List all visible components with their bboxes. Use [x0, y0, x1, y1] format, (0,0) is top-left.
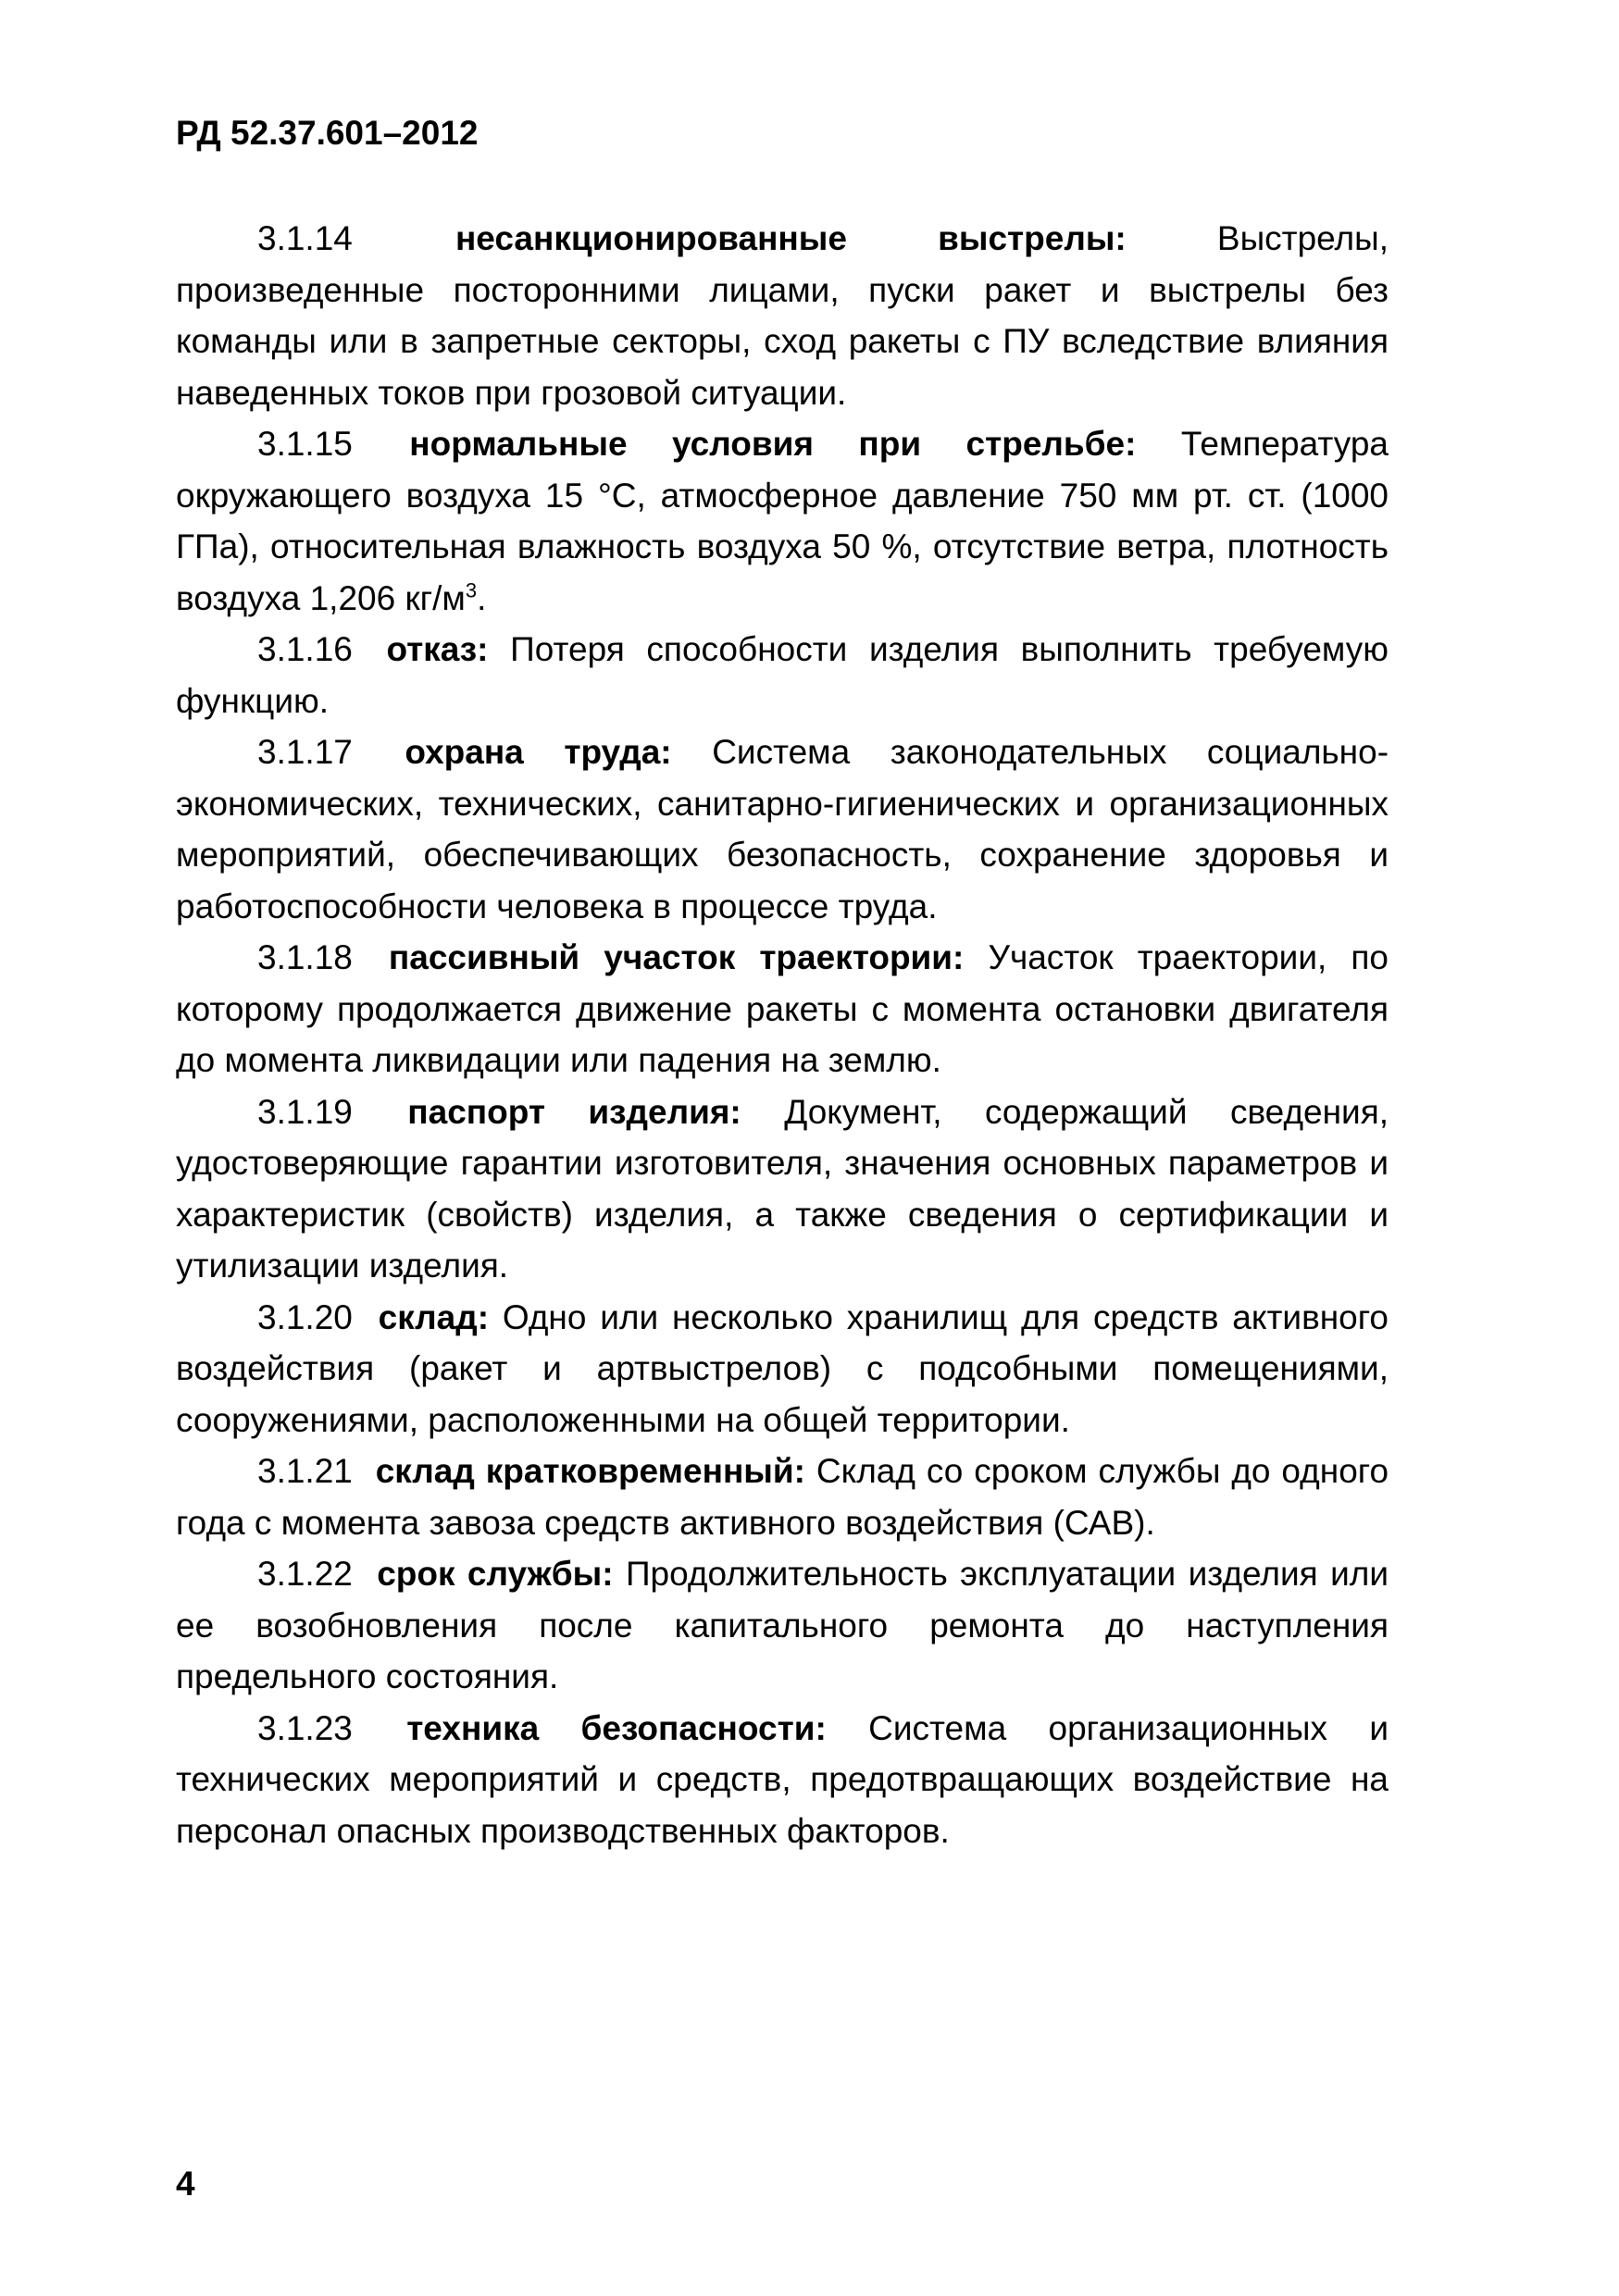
term-entry-3-1-14	[176, 213, 1389, 418]
term-definition: Документ, содержащий сведения, удостоверяющие гарантии изготовителя, значения основных параметров и характеристик (свойств) изделия, а также сведения о сертификации и утилизации изделия.	[176, 1092, 1389, 1285]
term-definition-end: .	[477, 578, 487, 617]
terms-list	[176, 213, 1389, 1856]
term-definition: Температура окружающего воздуха 15 °С, атмосферное давление 750 мм рт. ст. (1000 ГПа), относительная влажность воздуха 50 %, отсутствие ветра, плотность воздуха 1,206 кг/м	[176, 425, 1389, 617]
term-definition: Продолжительность эксплуатации изделия или ее возобновления после капитального ремонта до наступления предельного состояния.	[176, 1555, 1389, 1695]
term-entry-3-1-23	[176, 1703, 1389, 1857]
term-entry-3-1-18	[176, 932, 1389, 1086]
term-entry-3-1-17	[176, 726, 1389, 932]
term-number: 3.1.14	[257, 219, 353, 257]
term-number: 3.1.17	[257, 733, 353, 771]
term-definition: Выстрелы, произведенные посторонними лицами, пуски ракет и выстрелы без команды или в запретные секторы, сход ракеты с ПУ вследствие влияния наведенных токов при грозовой ситуации.	[176, 219, 1389, 412]
term-entry-3-1-19	[176, 1086, 1389, 1292]
term-name: пассивный участок траектории:	[388, 938, 965, 976]
term-name: склад:	[378, 1297, 490, 1336]
term-number: 3.1.19	[257, 1092, 353, 1131]
term-name: несанкционированные выстрелы:	[455, 219, 1127, 257]
term-number: 3.1.15	[257, 425, 353, 463]
term-number: 3.1.18	[257, 938, 353, 976]
term-number: 3.1.16	[257, 630, 353, 668]
term-name: паспорт изделия:	[407, 1092, 741, 1131]
term-entry-3-1-20	[176, 1292, 1389, 1446]
term-entry-3-1-21	[176, 1446, 1389, 1548]
term-name: отказ:	[386, 630, 489, 668]
superscript-exponent: 3	[465, 578, 478, 602]
term-name: нормальные условия при стрельбе:	[409, 425, 1137, 463]
document-code-header: РД 52.37.601–2012	[176, 114, 479, 152]
term-definition: Потеря способности изделия выполнить требуемую функцию.	[176, 630, 1389, 720]
term-name: срок службы:	[377, 1555, 614, 1593]
term-name: склад кратковременный:	[375, 1452, 805, 1490]
term-name: охрана труда:	[405, 733, 672, 771]
term-entry-3-1-15	[176, 418, 1389, 624]
term-entry-3-1-22	[176, 1548, 1389, 1703]
term-definition: Склад со сроком службы до одного года с момента завоза средств активного воздействия (САВ).	[176, 1452, 1389, 1542]
term-definition: Система организационных и технических мероприятий и средств, предотвращающих воздействие на персонал опасных производственных факторов.	[176, 1708, 1389, 1850]
term-definition: Участок траектории, по которому продолжается движение ракеты с момента остановки двигателя до момента ликвидации или падения на землю.	[176, 938, 1389, 1079]
term-name: техника безопасности:	[406, 1708, 827, 1747]
term-entry-3-1-16	[176, 624, 1389, 726]
term-definition: Система законодательных социально-экономических, технических, санитарно-гигиенических и организационных мероприятий, обеспечивающих безопасность, сохранение здоровья и работоспособности человека в процессе труда.	[176, 733, 1389, 925]
term-number: 3.1.23	[257, 1708, 353, 1747]
term-number: 3.1.21	[257, 1452, 353, 1490]
term-number: 3.1.20	[257, 1297, 353, 1336]
term-definition: Одно или несколько хранилищ для средств активного воздействия (ракет и артвыстрелов) с подсобными помещениями, сооружениями, расположенными на общей территории.	[176, 1297, 1389, 1439]
term-number: 3.1.22	[257, 1555, 353, 1593]
page-number: 4	[176, 2165, 195, 2203]
